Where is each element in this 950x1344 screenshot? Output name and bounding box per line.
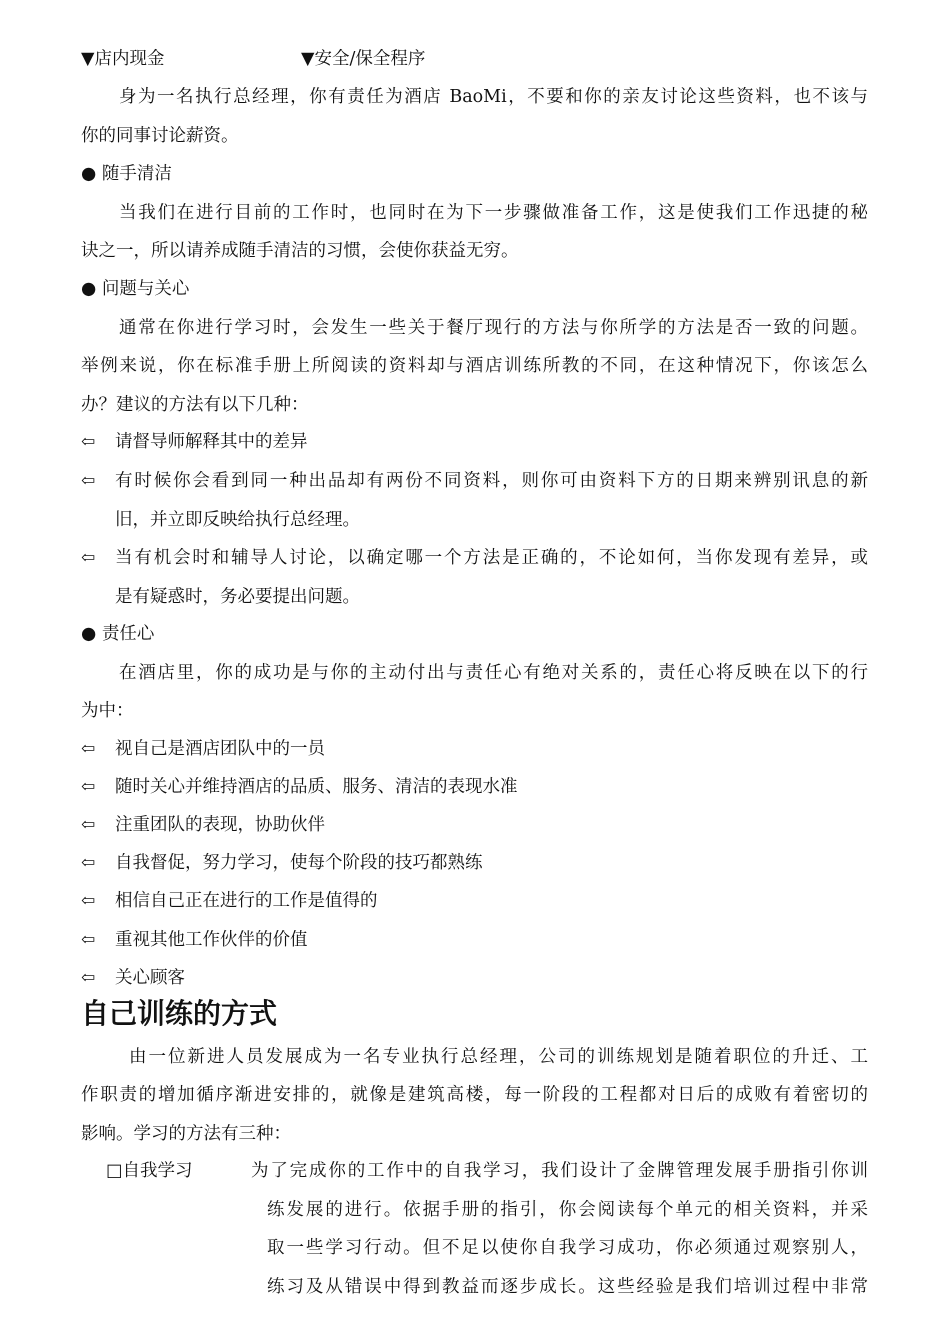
header-right-text: 安全/保全程序 xyxy=(314,49,426,69)
arrow-left-icon: ⇦ xyxy=(81,891,96,911)
list-item: 当有机会时和辅导人讨论，以确定哪一个方法是正确的，不论如何，当你发现有差异，或 xyxy=(115,548,868,568)
section-questions-title xyxy=(81,278,189,300)
arrow-left-icon: ⇦ xyxy=(81,548,96,568)
intro-line-2: 你的同事讨论薪资。 xyxy=(81,126,239,146)
self-learning-line-2: 练发展的进行。依据手册的指引，你会阅读每个单元的相关资料，并采 xyxy=(267,1200,868,1220)
list-item: 视自己是酒店团队中的一员 xyxy=(115,739,325,759)
arrow-left-icon: ⇦ xyxy=(81,739,96,759)
section-clean-title xyxy=(81,163,172,185)
bullet-icon: ● xyxy=(81,279,97,299)
arrow-left-icon: ⇦ xyxy=(81,432,96,452)
clean-line-2: 诀之一，所以请养成随手清洁的习惯，会使你获益无穷。 xyxy=(81,241,519,261)
list-item: 有时候你会看到同一种出品却有两份不同资料，则你可由资料下方的日期来辨别讯息的新 xyxy=(115,471,868,491)
list-item: 重视其他工作伙伴的价值 xyxy=(115,930,308,950)
section-title-text: 责任心 xyxy=(101,624,155,644)
self-learning-line-3: 取一些学习行动。但不足以使你自我学习成功，你必须通过观察别人， xyxy=(267,1238,868,1258)
list-item-continuation: 旧，并立即反映给执行总经理。 xyxy=(115,510,360,530)
questions-line-2: 举例来说，你在标准手册上所阅读的资料却与酒店训练所教的不同，在这种情况下，你该怎么 xyxy=(81,356,868,376)
list-item: 自我督促，努力学习，使每个阶段的技巧都熟练 xyxy=(115,853,483,873)
section-title-text: 随手清洁 xyxy=(101,164,172,184)
list-item: 请督导师解释其中的差异 xyxy=(115,432,308,452)
arrow-left-icon: ⇦ xyxy=(81,777,96,797)
clean-line-1: 当我们在进行目前的工作时，也同时在为下一步骤做准备工作，这是使我们工作迅捷的秘 xyxy=(119,203,868,223)
responsibility-line-2: 为中： xyxy=(81,701,134,721)
bullet-icon: ● xyxy=(81,624,97,644)
list-item-continuation: 是有疑惑时，务必要提出问题。 xyxy=(115,587,360,607)
intro-line-1: 身为一名执行总经理，你有责任为酒店 BaoMi，不要和你的亲友讨论这些资料，也不该与 xyxy=(119,87,868,107)
training-line-3: 影响。学习的方法有三种： xyxy=(81,1124,291,1144)
header-left xyxy=(81,48,164,70)
self-learning-label-text: 自我学习 xyxy=(122,1161,193,1181)
triangle-down-icon: ▼ xyxy=(81,49,95,69)
self-learning-line-1: 为了完成你的工作中的自我学习，我们设计了金牌管理发展手册指引你训 xyxy=(251,1161,868,1181)
list-item: 随时关心并维持酒店的品质、服务、清洁的表现水准 xyxy=(115,777,518,797)
section-title-text: 问题与关心 xyxy=(101,279,190,299)
self-learning-label xyxy=(106,1160,193,1182)
self-learning-line-4: 练习及从错误中得到教益而逐步成长。这些经验是我们培训过程中非常 xyxy=(267,1277,868,1297)
training-line-2: 作职责的增加循序渐进安排的，就像是建筑高楼，每一阶段的工程都对日后的成败有着密切的 xyxy=(81,1085,868,1105)
arrow-left-icon: ⇦ xyxy=(81,815,96,835)
arrow-left-icon: ⇦ xyxy=(81,968,96,988)
section-heading: 自己训练的方式 xyxy=(81,997,278,1030)
list-item: 关心顾客 xyxy=(115,968,185,988)
list-item: 注重团队的表现，协助伙伴 xyxy=(115,815,325,835)
section-responsibility-title xyxy=(81,623,154,645)
questions-line-1: 通常在你进行学习时，会发生一些关于餐厅现行的方法与你所学的方法是否一致的问题。 xyxy=(119,318,868,338)
arrow-left-icon: ⇦ xyxy=(81,930,96,950)
triangle-down-icon: ▼ xyxy=(301,49,315,69)
questions-line-3: 办？建议的方法有以下几种： xyxy=(81,395,309,415)
arrow-left-icon: ⇦ xyxy=(81,471,96,491)
responsibility-line-1: 在酒店里，你的成功是与你的主动付出与责任心有绝对关系的，责任心将反映在以下的行 xyxy=(119,663,868,683)
training-line-1: 由一位新进人员发展成为一名专业执行总经理，公司的训练规划是随着职位的升迁、工 xyxy=(129,1047,868,1067)
bullet-icon: ● xyxy=(81,164,97,184)
checkbox-icon: □ xyxy=(106,1161,123,1181)
header-left-text: 店内现金 xyxy=(94,49,165,69)
list-item: 相信自己正在进行的工作是值得的 xyxy=(115,891,378,911)
header-right xyxy=(301,48,425,70)
arrow-left-icon: ⇦ xyxy=(81,853,96,873)
